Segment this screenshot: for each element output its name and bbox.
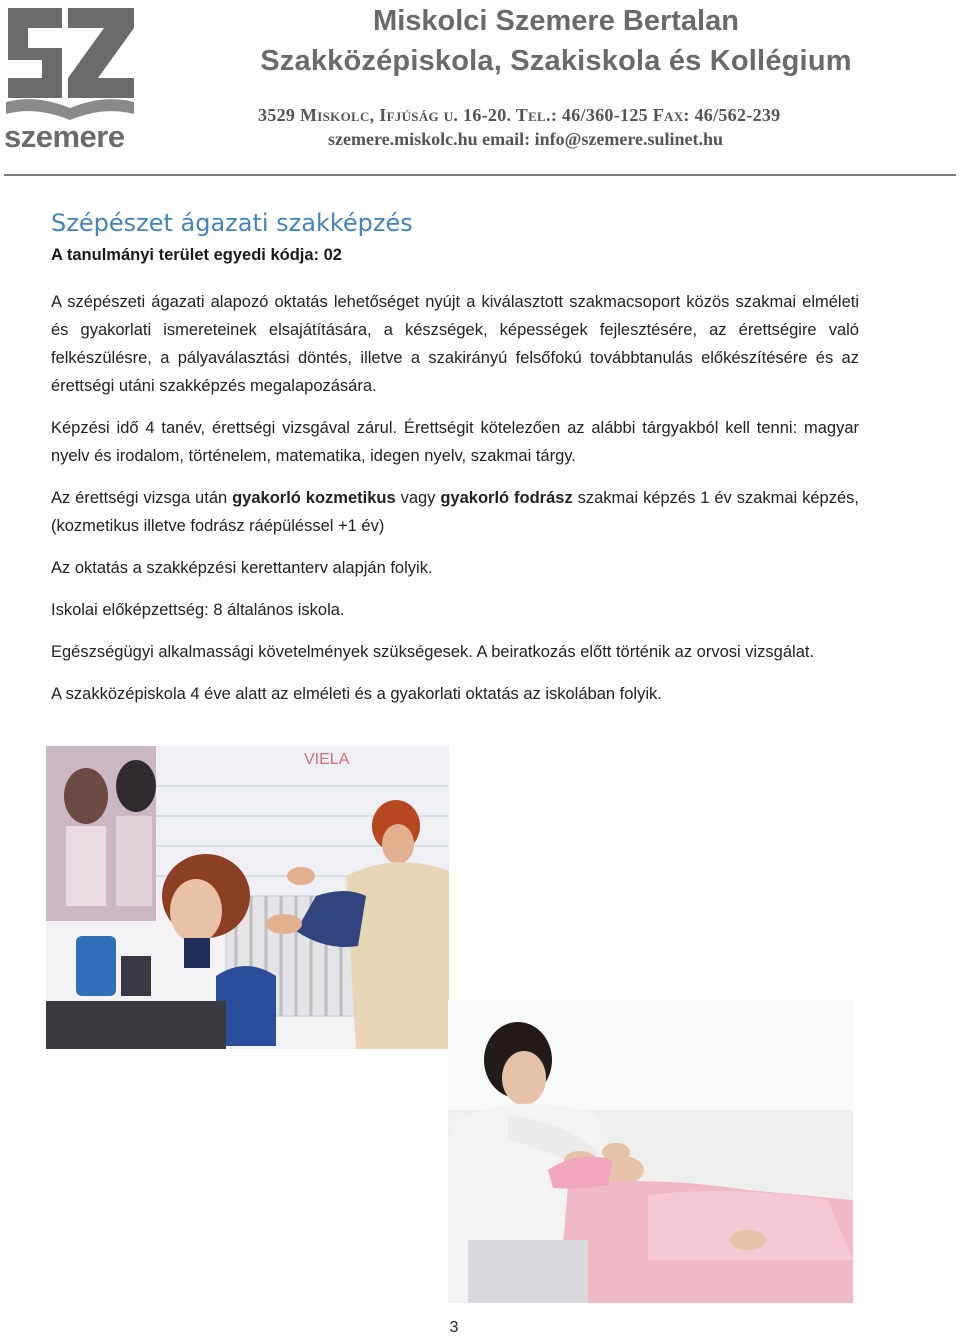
paragraph-prerequisite: Iskolai előképzettség: 8 általános iskola. bbox=[51, 601, 345, 619]
logo-wordmark: szemere bbox=[4, 119, 125, 154]
paragraph-training-location: A szakközépiskola 4 éve alatt az elméleti és a gyakorlati oktatás az iskolában folyik. bbox=[51, 685, 662, 703]
hairdressing-photo bbox=[46, 746, 449, 1049]
paragraph-curriculum: Az oktatás a szakképzési kerettanterv alapján folyik. bbox=[51, 559, 433, 577]
school-name-line2: Szakközépiskola, Szakiskola és Kollégium bbox=[260, 45, 852, 77]
paragraph-duration: Képzési idő 4 tanév, érettségi vizsgával zárul. Érettségit kötelezően az alábbi tárgyakból kell tenni: magyar nyelv és irodalom, történelem, matematika, idegen nyelv, szakmai tárgy. bbox=[51, 419, 859, 465]
school-name-line1: Miskolci Szemere Bertalan bbox=[373, 5, 739, 37]
header-divider bbox=[4, 174, 956, 176]
bold-term-fodrasz: gyakorló fodrász bbox=[440, 489, 573, 507]
text-span: Az érettségi vizsga után bbox=[51, 489, 233, 507]
section-title: Szépészet ágazati szakképzés bbox=[51, 209, 413, 237]
main-content bbox=[51, 206, 859, 722]
cosmetics-photo bbox=[448, 1000, 853, 1303]
area-code-line: A tanulmányi terület egyedi kódja: 02 bbox=[51, 246, 342, 264]
text-span: vagy bbox=[395, 489, 441, 507]
text-span: szakmai képzés 1 év szakmai képzés, (kozmetikus illetve fodrász ráépüléssel +1 év) bbox=[51, 489, 859, 535]
letterhead bbox=[0, 0, 960, 180]
paragraph-health: Egészségügyi alkalmassági követelmények szükségesek. A beiratkozás előtt történik az orvosi vizsgálat. bbox=[51, 643, 815, 661]
contact-address: 3529 Miskolc, Ifjúság u. 16-20. Tel.: 46/360-125 Fax: 46/562-239 bbox=[258, 105, 781, 125]
salon-sign-text: VIELA bbox=[304, 751, 350, 768]
paragraph-intro: A szépészeti ágazati alapozó oktatás lehetőséget nyújt a kiválasztott szakmacsoport közös szakmai elméleti és gyakorlati ismereteinek elsajátítására, a készségek, képességek fejlesztésére, az érettségire való felkészülésre, a pályaválasztási döntés, illetve a szakirányú felsőfokú továbbtanulás előkészítésére és az érettségi utáni szakképzés megalapozására. bbox=[51, 293, 859, 395]
bold-term-kozmetikus: gyakorló kozmetikus bbox=[232, 489, 396, 507]
page-number: 3 bbox=[449, 1319, 459, 1336]
contact-web-email[interactable]: szemere.miskolc.hu email: info@szemere.sulinet.hu bbox=[328, 129, 724, 149]
paragraph-qualifications bbox=[51, 484, 859, 540]
